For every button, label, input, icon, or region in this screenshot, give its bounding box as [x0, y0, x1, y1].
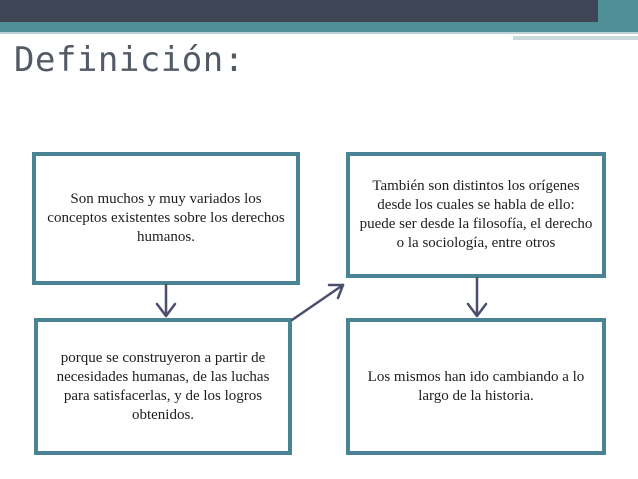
concept-box-4 [346, 318, 606, 455]
header-band-teal [0, 22, 638, 32]
slide-title: Definición: [14, 40, 245, 80]
concept-box-1 [32, 152, 300, 285]
arrow-diagonal-up [292, 285, 343, 320]
concept-box-3 [34, 318, 292, 455]
header-band-light [0, 32, 638, 34]
concept-box-2 [346, 152, 606, 278]
concept-box-4-text: Los mismos han ido cambiando a lo largo de la historia. [367, 368, 585, 404]
concept-box-2-text: También son distintos los orígenes desde los cuales se habla de ello: puede ser desde la filosofía, el derecho o la sociología, entre otros [359, 178, 593, 251]
header-band-dark [0, 0, 638, 22]
header-accent-line [513, 36, 638, 40]
arrow-down-left [157, 285, 175, 316]
header-accent-block [598, 0, 638, 22]
concept-box-3-text: porque se construyeron a partir de necesidades humanas, de las luchas para satisfacerlas, y de los logros obtenidos. [56, 349, 270, 423]
arrow-down-right [468, 278, 486, 316]
concept-box-1-text: Son muchos y muy variados los conceptos existentes sobre los derechos humanos. [47, 191, 285, 245]
